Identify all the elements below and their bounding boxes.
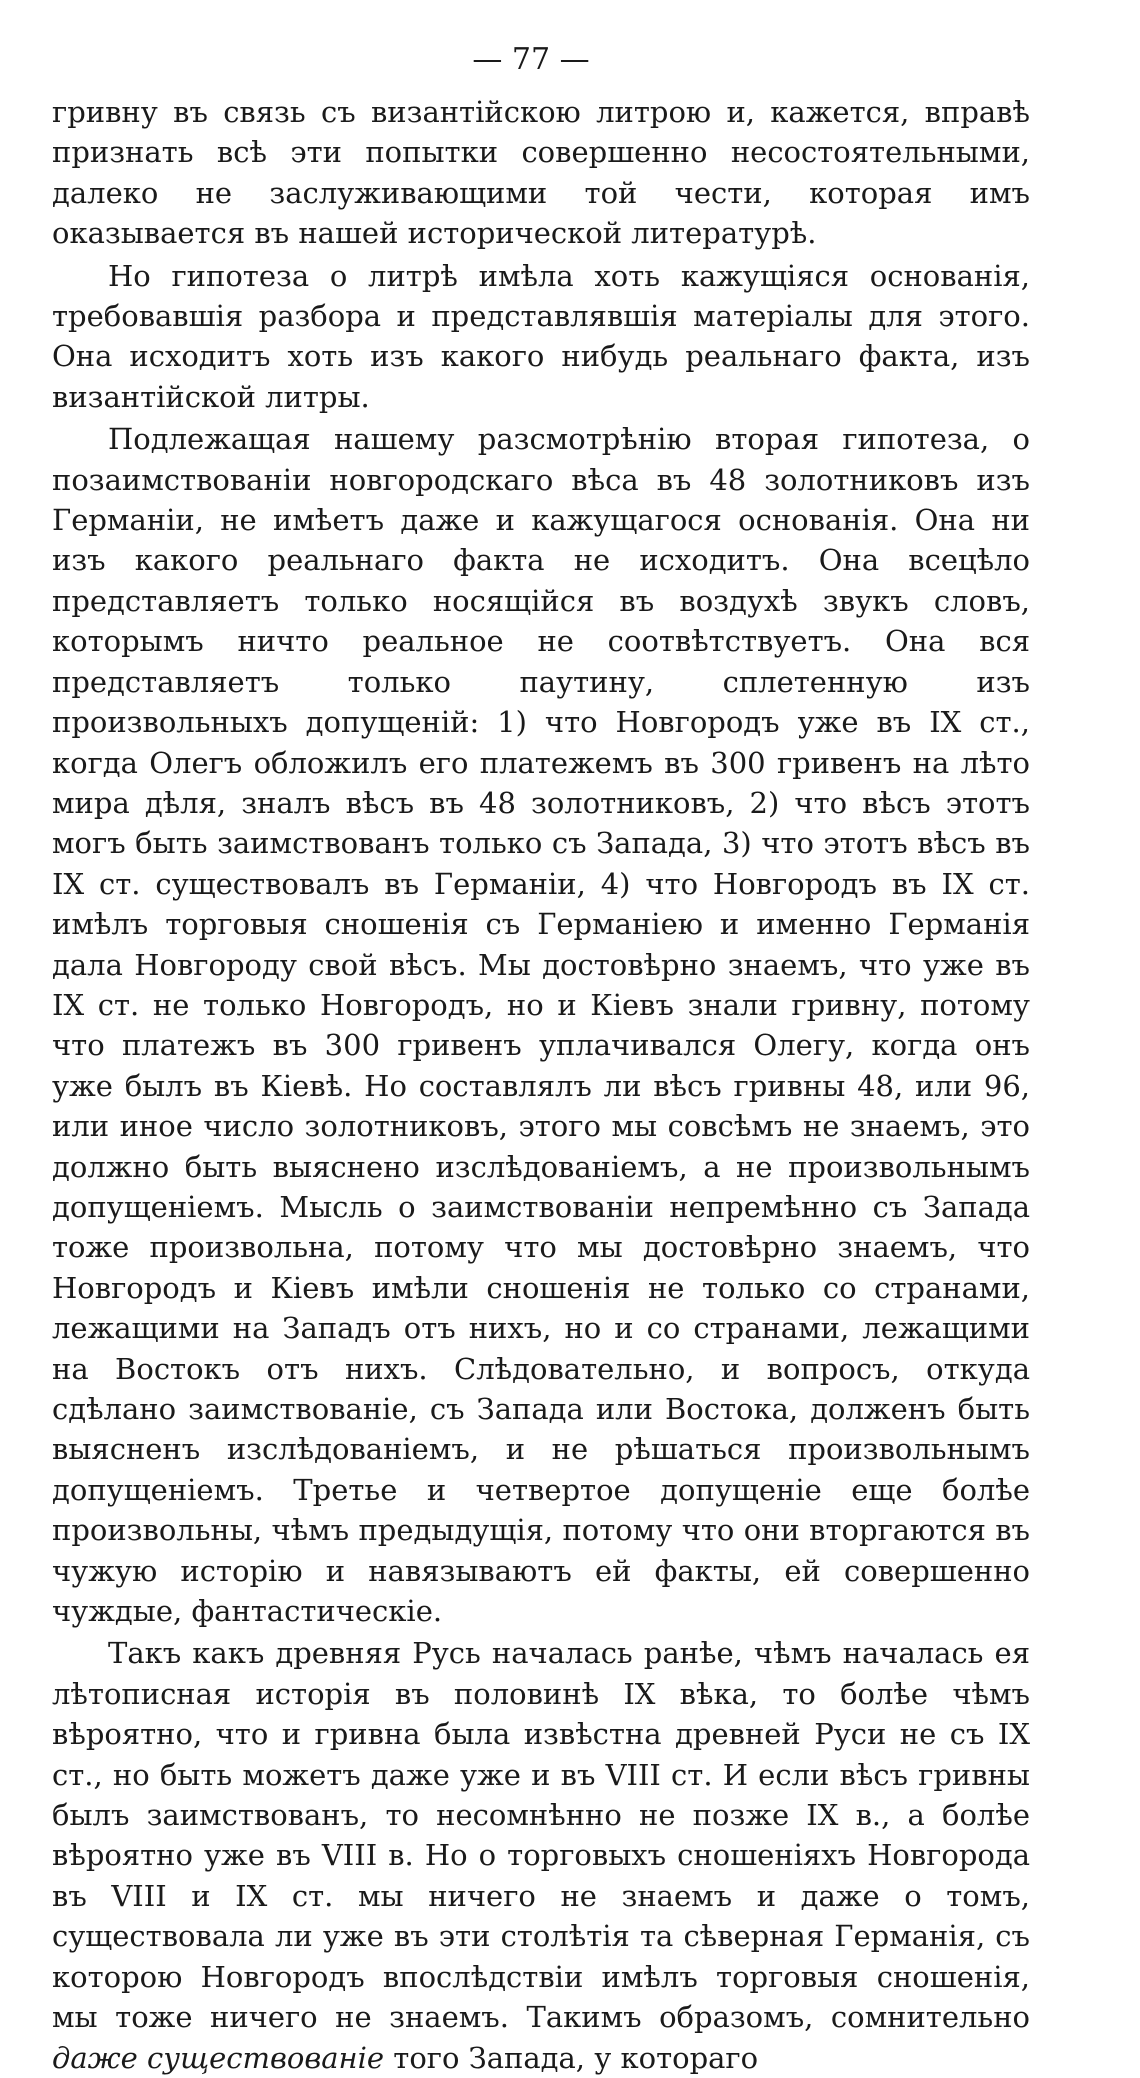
paragraph-4-text-before: Такъ какъ древняя Русь началась ранѣе, чѣмъ началась ея лѣтописная исторія въ половинѣ IX вѣка, то болѣе чѣмъ вѣроятно, что и гривна была извѣстна древней Руси не съ IX ст., но быть можетъ даже уже и въ VIII ст. И если вѣсъ гривны былъ заимствованъ, то несомнѣнно не позже IX в., а болѣе вѣроятно уже въ VIII в. Но о торговыхъ сношеніяхъ Новгорода въ VIII и IX ст. мы ничего не знаемъ и даже о томъ, существовала ли уже въ эти столѣтія та сѣверная Германія, съ которою Новгородъ впослѣдствіи имѣлъ торговыя сношенія, мы тоже ничего не знаемъ. Такимъ образомъ, сомнительно (52, 1636, 1030, 2035)
paragraph-4 (52, 1633, 1030, 2077)
document-page (52, 40, 1030, 2075)
paragraph-1: гривну въ связь съ византійскою литрою и, кажется, вправѣ признать всѣ эти попытки совершенно несостоятельными, далеко не заслуживающими той чести, которая имъ оказывается въ нашей исторической литературѣ. (52, 95, 1030, 251)
paragraph-4-text-after: того Запада, у котораго (384, 2040, 759, 2075)
paragraph-2: Но гипотеза о литрѣ имѣла хоть кажущіяся основанія, требовавшія разбора и представлявшія матеріалы для этого. Она исходитъ хоть изъ какого нибудь реальнаго факта, изъ византійской литры. (52, 258, 1030, 414)
paragraph-4-italic-phrase: даже существованіе (52, 2040, 385, 2075)
page-number: — 77 — (472, 42, 590, 77)
paragraph-3: Подлежащая нашему разсмотрѣнію вторая гипотеза, о позаимствованіи новгородскаго вѣса въ 48 золотниковъ изъ Германіи, не имѣетъ даже и кажущагося основанія. Она ни изъ какого реальнаго факта не исходитъ. Она всецѣло представляетъ только носящійся въ воздухѣ звукъ словъ, которымъ ничто реальное не соотвѣтствуетъ. Она вся представляетъ только паутину, сплетенную изъ произвольныхъ допущеній: 1) что Новгородъ уже въ IX ст., когда Олегъ обложилъ его платежемъ въ 300 гривенъ на лѣто мира дѣля, зналъ вѣсъ въ 48 золотниковъ, 2) что вѣсъ этотъ могъ быть заимствованъ только съ Запада, 3) что этотъ вѣсъ въ IX ст. существовалъ въ Германіи, 4) что Новгородъ въ IX ст. имѣлъ торговыя сношенія съ Германіею и именно Германія дала Новгороду свой вѣсъ. Мы достовѣрно знаемъ, что уже въ IX ст. не только Новгородъ, но и Кіевъ знали гривну, потому что платежъ въ 300 гривенъ уплачивался Олегу, когда онъ уже былъ въ Кіевѣ. Но составлялъ ли вѣсъ гривны 48, или 96, или иное число золотниковъ, этого мы совсѣмъ не знаемъ, это должно быть выяснено изслѣдованіемъ, а не произвольнымъ допущеніемъ. Мысль о заимствованіи непремѣнно съ Запада тоже произвольна, потому что мы достовѣрно знаемъ, что Новгородъ и Кіевъ имѣли сношенія не только со странами, лежащими на Западъ отъ нихъ, но и со странами, лежащими на Востокъ отъ нихъ. Слѣдовательно, и вопросъ, откуда сдѣлано заимствованіе, съ Запада или Востока, долженъ быть выясненъ изслѣдованіемъ, и не рѣшаться произвольнымъ допущеніемъ. Третье и четвертое допущеніе еще болѣе произвольны, чѣмъ предыдущія, потому что они вторгаются въ чужую исторію и навязываютъ ей факты, ей совершенно чуждые, фантастическіе. (52, 422, 1030, 1629)
